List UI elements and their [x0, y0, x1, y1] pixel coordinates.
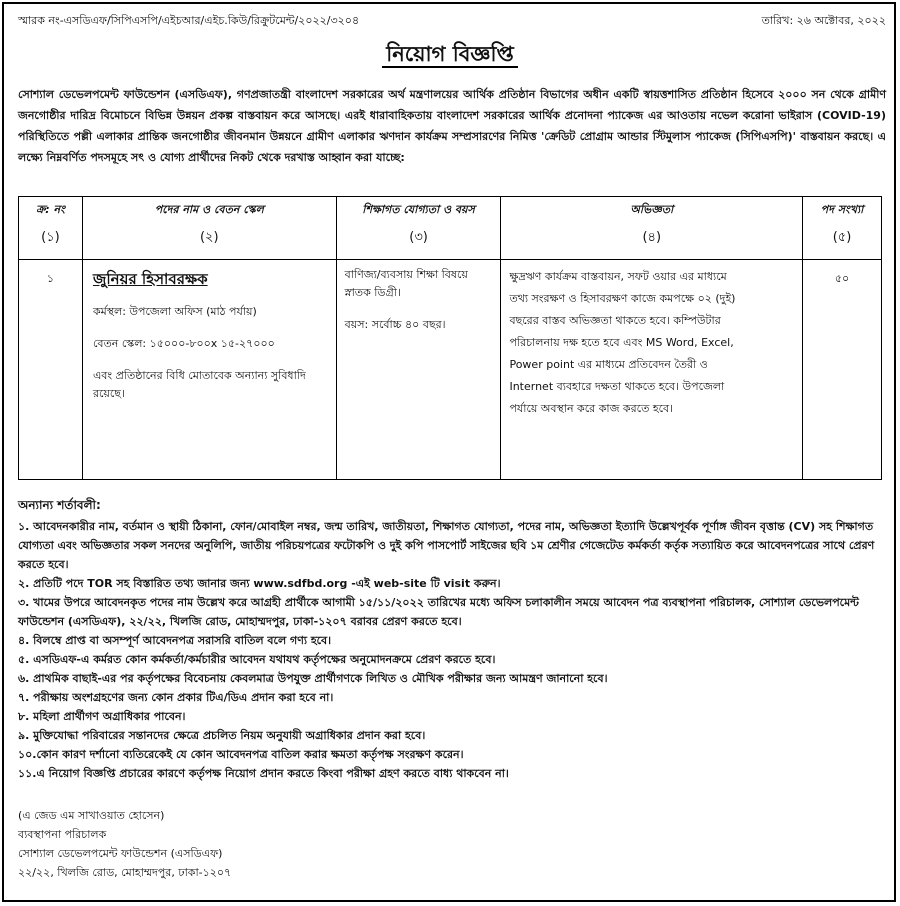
- header-serial: ক্র: নং (১): [19, 197, 83, 260]
- post-name: জুনিয়র হিসাবরক্ষক: [92, 270, 208, 288]
- post-benefit: এবং প্রতিষ্ঠানের বিধি মোতাবেক অন্যান্য সুবিধাদি রয়েছে।: [92, 369, 306, 400]
- signature-block: [18, 806, 231, 882]
- list-item: ২. প্রতিটি পদে TOR সহ বিস্তারিত তথ্য জানার জন্য www.sdfbd.org -এই web-site টি visit করুন।: [18, 577, 501, 590]
- experience-line: Power point এর মাধ্যমে প্রতিবেদন তৈরী ও: [509, 358, 708, 371]
- list-item: ৬. প্রাথমিক বাছাই-এর পর কর্তৃপক্ষের বিবেচনায় কেবলমাত্র উপযুক্ত প্রার্থীগণকে লিখিত ও মৌখিক পরীক্ষার জন্য আমন্ত্রণ জানানো হবে।: [18, 672, 608, 685]
- notice-title: [0, 38, 900, 73]
- experience-line: Internet ব্যবহারে দক্ষতা থাকতে হবে। উপজেলা: [509, 380, 725, 393]
- intro-paragraph: সোশ্যাল ডেভেলপমেন্ট ফাউন্ডেশন (এসডিএফ), গণপ্রজাতন্ত্রী বাংলাদেশ সরকারের অর্থ মন্ত্রণালয়ের আর্থিক প্রতিষ্ঠান বিভাগের অধীন একটি স্বায়ত্তশাসিত প্রতিষ্ঠান হিসেবে ২০০০ সন থেকে গ্রামীণ জনগোষ্ঠীর দারিদ্র বিমোচনে বিভিন্ন উন্নয়ন প্রকল্প বাস্তবায়ন করে আসছে। এরই ধারাবাহিকতায় বাংলাদেশ সরকারের আর্থিক প্রনোদনা প্যাকেজ এর আওতায় নভেল করোনা ভাইরাস (COVID-19) পরিস্থিতিতে পল্লী এলাকার প্রান্তিক জনগোষ্ঠীর জীবনমান উন্নয়নে গ্রামীণ এলাকার ঋণদান কার্যক্রম সম্প্রসারণের নিমিত্ত 'ক্রেডিট প্রোগ্রাম আন্ডার স্টিমুলাস প্যাকেজ (সিপিএসপি)' বাস্তবায়ন করছে। এ লক্ষ্যে নিম্নবর্ণিত পদসমূহে সৎ ও যোগ্য প্রার্থীদের নিকট থেকে দরখাস্ত আহ্বান করা যাচ্ছে:: [18, 88, 886, 164]
- notice-date: তারিখ: ২৬ অক্টোবর, ২০২২: [761, 14, 886, 27]
- post-scale: বেতন স্কেল: ১৫০০০-৮০০x ১৫-২৭০০০: [92, 337, 275, 350]
- experience-line: পরিচালনায় দক্ষ হতে হবে এবং MS Word, Excel,: [509, 336, 734, 349]
- cell-count: ৫০: [803, 260, 882, 480]
- terms-list: [18, 517, 886, 783]
- cell-post: [82, 260, 336, 480]
- age-text: বয়স: সর্বোচ্চ ৪০ বছর।: [344, 318, 446, 331]
- list-item: ৫. এসডিএফ-এ কর্মরত কোন কর্মকর্তা/কর্মচারীর আবেদন যথাযথ কর্তৃপক্ষের অনুমোদনক্রমে প্রেরণ করতে হবে।: [18, 653, 496, 666]
- cell-experience: [501, 260, 803, 480]
- experience-line: ক্ষুদ্রঋণ কার্যক্রম বাস্তবায়ন, সফট ওয়ার এর মাধ্যমে: [509, 270, 727, 283]
- experience-line: পর্যায়ে অবস্থান করে কাজ করতে হবে।: [509, 402, 674, 415]
- signatory-name: (এ জেড এম সাখাওয়াত হোসেন): [18, 809, 165, 822]
- signatory-designation: ব্যবস্থাপনা পরিচালক: [18, 828, 107, 841]
- header-education: শিক্ষাগত যোগ্যতা ও বয়স (৩): [336, 197, 501, 260]
- post-station: কর্মস্থল: উপজেলা অফিস (মাঠ পর্যায়): [92, 305, 257, 318]
- job-table: [18, 196, 882, 480]
- cell-education: [336, 260, 501, 480]
- list-item: ৪. বিলম্বে প্রাপ্ত বা অসম্পূর্ণ আবেদনপত্র সরাসরি বাতিল বলে গণ্য হবে।: [18, 634, 332, 647]
- header-experience: অভিজ্ঞতা (৪): [501, 197, 803, 260]
- list-item: ১১.এ নিয়োগ বিজ্ঞপ্তি প্রচারের কারণে কর্তৃপক্ষ নিয়োগ প্রদান করতে কিংবা পরীক্ষা গ্রহণ করতে বাধ্য থাকবেন না।: [18, 767, 509, 780]
- memo-reference: স্মারক নং-এসডিএফ/সিপিএসপি/এইচআর/এইচ.কিউ/রিক্রুটমেন্ট/২০২২/৩২০৪: [18, 14, 360, 27]
- list-item: ৩. খামের উপরে আবেদনকৃত পদের নাম উল্লেখ করে আগ্রহী প্রার্থীকে আগামী ১৫/১১/২০২২ তারিখের মধ্যে অফিস চলাকালীন সময়ে আবেদন পত্র ব্যবস্থাপনা পরিচালক, সোশ্যাল ডেভেলপমেন্ট ফাউন্ডেশন (এসডিএফ), ২২/২২, খিলজি রোড, মোহাম্মদপুর, ঢাকা-১২০৭ বরাবর প্রেরণ করতে হবে।: [18, 596, 859, 628]
- cell-serial: ১: [19, 260, 83, 480]
- experience-line: বছরের বাস্তব অভিজ্ঞতা থাকতে হবে। কম্পিউটার: [509, 314, 721, 327]
- terms-heading: অন্যান্য শর্তাবলী:: [18, 498, 101, 512]
- experience-line: তথ্য সংরক্ষণ ও হিসাবরক্ষণ কাজে কমপক্ষে ০২ (দুই): [509, 292, 736, 305]
- table-header-row: [19, 197, 882, 260]
- table-row: [19, 260, 882, 480]
- education-text: বাণিজ্য/ব্যবসায় শিক্ষা বিষয়ে স্নাতক ডিগ্রী।: [344, 268, 468, 299]
- signatory-address: ২২/২২, খিলজি রোড, মোহাম্মদপুর, ঢাকা-১২০৭: [18, 866, 232, 879]
- signatory-organization: সোশ্যাল ডেভেলপমেন্ট ফাউন্ডেশন (এসডিএফ): [18, 847, 223, 860]
- list-item: ৯. মুক্তিযোদ্ধা পরিবারের সন্তানদের ক্ষেত্রে প্রচলিত নিয়ম অনুযায়ী অগ্রাধিকার প্রদান করা হবে।: [18, 729, 426, 742]
- list-item: ৮. মহিলা প্রার্থীগণ অগ্রাধিকার পাবেন।: [18, 710, 186, 723]
- list-item: ১. আবেদনকারীর নাম, বর্তমান ও স্থায়ী ঠিকানা, ফোন/মোবাইল নম্বর, জন্ম তারিখ, জাতীয়তা, শিক্ষাগত যোগ্যতা, পদের নাম, অভিজ্ঞতা ইত্যাদি উল্লেখপূর্বক পূর্ণাঙ্গ জীবন বৃত্তান্ত (CV) সহ শিক্ষাগত যোগ্যতা এবং অভিজ্ঞতার সকল সনদের অনুলিপি, জাতীয় পরিচয়পত্রের ফটোকপি ও দুই কপি পাসপোর্ট সাইজের ছবি ১ম শ্রেণীর গেজেটেড কর্মকর্তা কর্তৃক সত্যায়িত করে আবেদনপত্রের সাথে প্রেরণ করতে হবে।: [18, 520, 875, 571]
- notice-title-text: নিয়োগ বিজ্ঞপ্তি: [382, 42, 518, 68]
- list-item: ৭. পরীক্ষায় অংশগ্রহণের জন্য কোন প্রকার টিএ/ডিএ প্রদান করা হবে না।: [18, 691, 334, 704]
- header-post: পদের নাম ও বেতন স্কেল (২): [82, 197, 336, 260]
- list-item: ১০.কোন কারণ দর্শানো ব্যতিরেকেই যে কোন আবেদনপত্র বাতিল করার ক্ষমতা কর্তৃপক্ষ সংরক্ষণ করেন।: [18, 748, 464, 761]
- header-count: পদ সংখ্যা (৫): [803, 197, 882, 260]
